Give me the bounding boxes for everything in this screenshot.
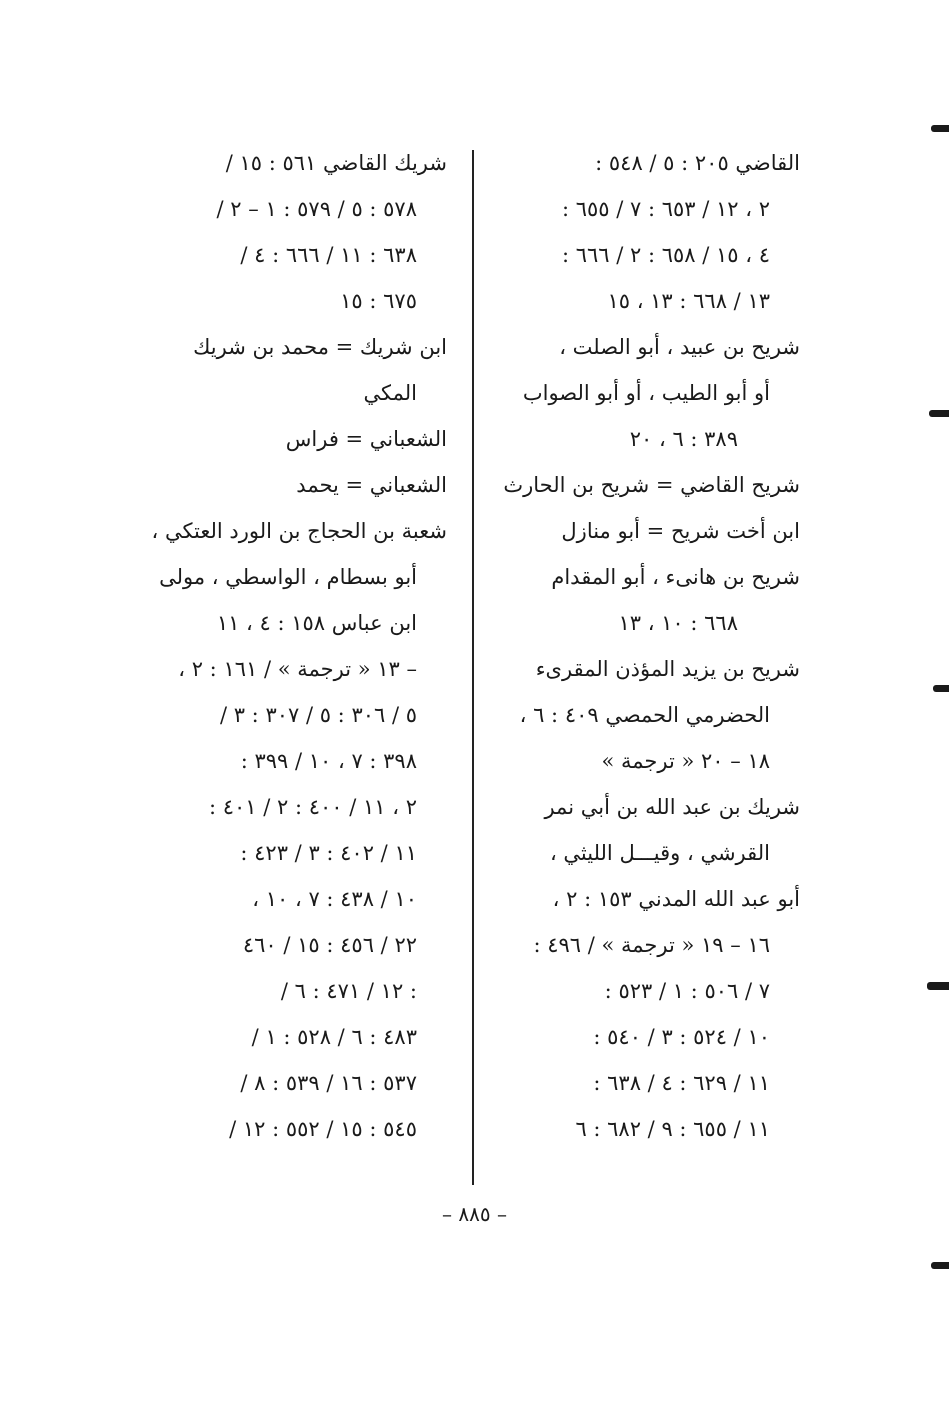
index-line: ٢٢ / ٤٥٦ : ١٥ / ٤٦٠ [242, 933, 417, 957]
column-divider [472, 150, 474, 1185]
index-line: ٣٨٩ : ٦ ، ٢٠ [629, 427, 738, 451]
index-line: القاضي ٢٠٥ : ٥ / ٥٤٨ : [595, 151, 800, 175]
index-line: شريك القاضي ٥٦١ : ١٥ / [225, 151, 447, 175]
index-line: ١٣ / ٦٦٨ : ١٣ ، ١٥ [607, 289, 770, 313]
index-line: شعبة بن الحجاج بن الورد العتكي ، [151, 519, 447, 543]
index-line: ٦٧٥ : ١٥ [340, 289, 417, 313]
index-line: ٧ / ٥٠٦ : ١ / ٥٢٣ : [604, 979, 770, 1003]
index-line: شريح بن هانىء ، أبو المقدام [551, 565, 800, 589]
index-line: الحضرمي الحمصي ٤٠٩ : ٦ ، [519, 703, 770, 727]
scan-edge-mark [933, 685, 949, 692]
index-line: ٢ ، ١٢ / ٦٥٣ : ٧ / ٦٥٥ : [561, 197, 770, 221]
index-line: ٥٣٧ : ١٦ / ٥٣٩ : ٨ / [240, 1071, 417, 1095]
index-line: : ١٢ / ٤٧١ : ٦ / [280, 979, 417, 1003]
index-line: ١٦ – ١٩ « ترجمة » / ٤٩٦ : [533, 933, 770, 957]
scan-edge-mark [931, 1262, 949, 1269]
index-line: ٥٧٨ : ٥ / ٥٧٩ : ١ – ٢ / [216, 197, 417, 221]
scan-edge-mark [931, 125, 949, 132]
index-line: شريح بن عبيد ، أبو الصلت ، [559, 335, 800, 359]
index-line: ابن عباس ١٥٨ : ٤ ، ١١ [216, 611, 417, 635]
index-line: ابن أخت شريح = أبو منازل [561, 519, 800, 543]
index-line: ١٠ / ٤٣٨ : ٧ ، ١٠ ، [252, 887, 417, 911]
index-line: ٣٩٨ : ٧ ، ١٠ / ٣٩٩ : [240, 749, 417, 773]
index-column-right [500, 140, 800, 1152]
index-line: ٢ ، ١١ / ٤٠٠ : ٢ / ٤٠١ : [208, 795, 417, 819]
index-line: ٥٤٥ : ١٥ / ٥٥٢ : ١٢ / [229, 1117, 417, 1141]
index-line: ٤٨٣ : ٦ / ٥٢٨ : ١ / [251, 1025, 417, 1049]
scan-edge-mark [929, 410, 949, 417]
index-line: ٦٣٨ : ١١ / ٦٦٦ : ٤ / [240, 243, 417, 267]
index-line: شريح بن يزيد المؤذن المقرىء [535, 657, 800, 681]
index-line: – ١٣ « ترجمة » / ١٦١ : ٢ ، [178, 657, 417, 681]
index-line: القرشي ، وقيـــل الليثي ، [549, 841, 770, 865]
index-line: شريك بن عبد الله بن أبي نمر [544, 795, 800, 819]
index-line: ١١ / ٦٢٩ : ٤ / ٦٣٨ : [593, 1071, 770, 1095]
index-line: ٦٦٨ : ١٠ ، ١٣ [618, 611, 738, 635]
scan-edge-mark [927, 982, 949, 990]
index-line: ٤ ، ١٥ / ٦٥٨ : ٢ / ٦٦٦ : [561, 243, 770, 267]
index-line: ٥ / ٣٠٦ : ٥ / ٣٠٧ : ٣ / [219, 703, 417, 727]
index-line: أو أبو الطيب ، أو أبو الصواب [522, 381, 770, 405]
index-line: أبو عبد الله المدني ١٥٣ : ٢ ، [552, 887, 800, 911]
page-number: – ٨٨٥ – [442, 1202, 507, 1226]
index-line: ١٨ – ٢٠ « ترجمة » [601, 749, 770, 773]
index-line: المكي [363, 381, 417, 405]
index-line: شريح القاضي = شريح بن الحارث [503, 473, 800, 497]
index-line: ١٠ / ٥٢٤ : ٣ / ٥٤٠ : [593, 1025, 770, 1049]
index-line: الشعباني = فراس [285, 427, 447, 451]
index-line: ١١ / ٤٠٢ : ٣ / ٤٢٣ : [240, 841, 417, 865]
index-line: ١١ / ٦٥٥ : ٩ / ٦٨٢ : ٦ [575, 1117, 770, 1141]
index-column-left [135, 140, 447, 1152]
index-line: الشعباني = يحمد [296, 473, 447, 497]
index-line: ابن شريك = محمد بن شريك [193, 335, 447, 359]
index-line: أبو بسطام ، الواسطي ، مولى [159, 565, 417, 589]
